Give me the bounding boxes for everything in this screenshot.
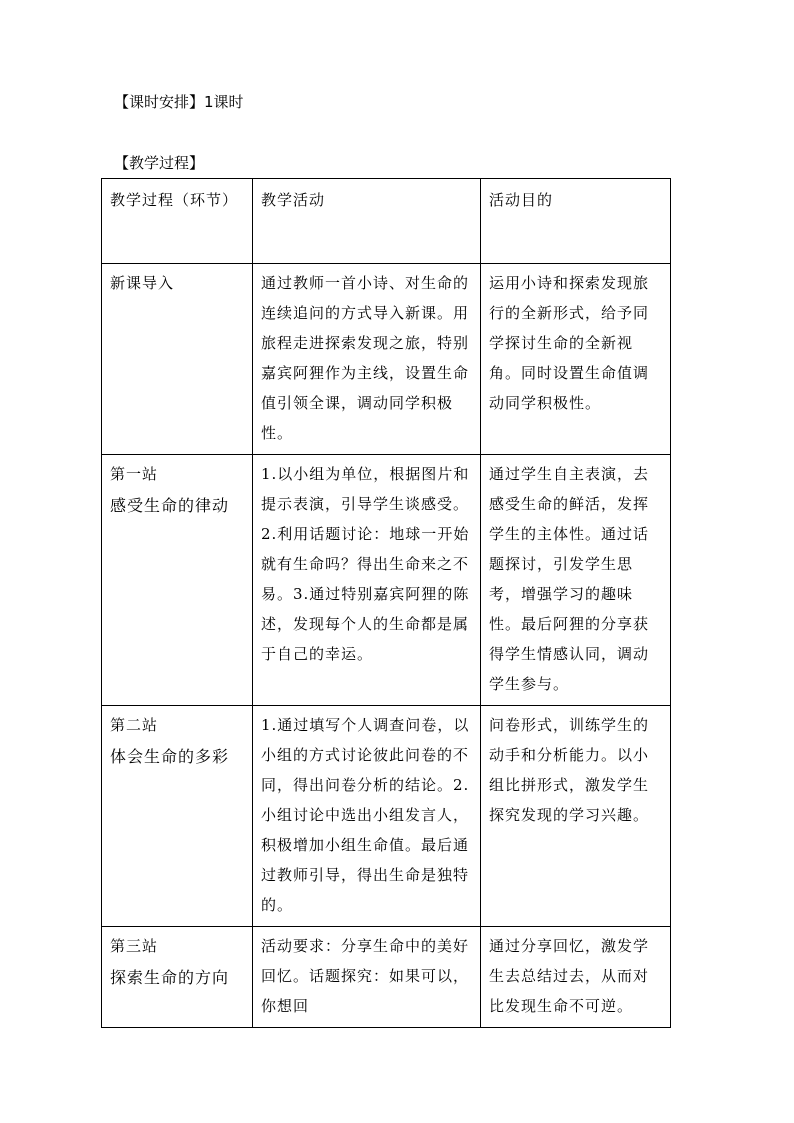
header-purpose: 活动目的 (481, 179, 671, 264)
activity-cell (253, 455, 481, 706)
activity-cell (253, 706, 481, 927)
activity-text: 1.通过填写个人调查问卷，以小组的方式讨论彼此问卷的不同，得出问卷分析的结论。2.小组讨论中选出小组发言人，积极增加小组生命值。最后通过教师引导，得出生命是独特的。 (261, 716, 470, 914)
purpose-cell (481, 927, 671, 1028)
stage-cell (102, 264, 253, 455)
header-stage: 教学过程（环节） (102, 179, 253, 264)
stage-label: 第三站 (110, 937, 159, 955)
lesson-schedule-line: 【课时安排】1课时 (114, 93, 244, 111)
purpose-text: 问卷形式，训练学生的动手和分析能力。以小组比拼形式，激发学生探究发现的学习兴趣。 (489, 716, 650, 824)
purpose-cell (481, 264, 671, 455)
stage-title: 体会生命的多彩 (110, 747, 230, 766)
stage-cell (102, 927, 253, 1028)
purpose-cell (481, 706, 671, 927)
header-activity: 教学活动 (253, 179, 481, 264)
table-row (102, 264, 671, 455)
stage-label: 第二站 (110, 716, 159, 734)
activity-text: 通过教师一首小诗、对生命的连续追问的方式导入新课。用旅程走进探索发现之旅，特别嘉宾阿狸作为主线，设置生命值引领全课，调动同学积极性。 (261, 274, 470, 442)
stage-label: 第一站 (110, 465, 159, 483)
activity-text: 活动要求：分享生命中的美好回忆。话题探究：如果可以，你想回 (261, 937, 470, 1015)
table-row (102, 455, 671, 706)
teaching-process-table (101, 178, 671, 1028)
activity-cell (253, 927, 481, 1028)
stage-cell (102, 455, 253, 706)
purpose-text: 运用小诗和探索发现旅行的全新形式，给予同学探讨生命的全新视角。同时设置生命值调动同学积极性。 (489, 274, 650, 412)
purpose-cell (481, 455, 671, 706)
teaching-process-heading: 【教学过程】 (114, 154, 205, 172)
activity-cell (253, 264, 481, 455)
table-header-row (102, 179, 671, 264)
stage-label: 新课导入 (110, 274, 175, 292)
stage-title: 探索生命的方向 (110, 968, 230, 987)
purpose-text: 通过学生自主表演，去感受生命的鲜活，发挥学生的主体性。通过话题探讨，引发学生思考，增强学习的趣味性。最后阿狸的分享获得学生情感认同，调动学生参与。 (489, 465, 650, 693)
stage-cell (102, 706, 253, 927)
activity-text: 1.以小组为单位，根据图片和提示表演，引导学生谈感受。2.利用话题讨论：地球一开始就有生命吗？得出生命来之不易。3.通过特别嘉宾阿狸的陈述，发现每个人的生命都是属于自己的幸运。 (261, 465, 470, 663)
table-row (102, 706, 671, 927)
table-row (102, 927, 671, 1028)
purpose-text: 通过分享回忆，激发学生去总结过去，从而对比发现生命不可逆。 (489, 937, 650, 1015)
stage-title: 感受生命的律动 (110, 496, 230, 515)
